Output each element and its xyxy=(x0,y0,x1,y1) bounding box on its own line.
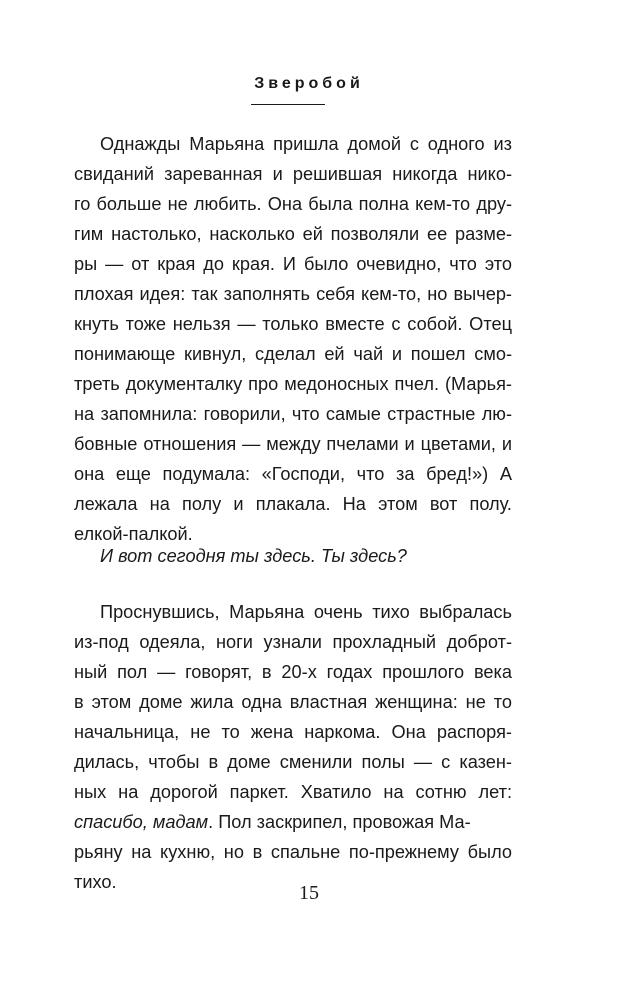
page-number: 15 xyxy=(299,882,319,904)
paragraph-3 xyxy=(74,597,512,897)
line-remainder: . Пол заскрипел, провожая Ма- xyxy=(208,812,471,832)
italic-phrase: спасибо, мадам xyxy=(74,812,209,832)
paragraph-line: понимающе кивнул, сделал ей чай и пошел смо- xyxy=(74,344,512,364)
paragraph-line: Проснувшись, Марьяна очень тихо выбралась xyxy=(100,602,512,622)
paragraph-line: из-под одеяла, ноги узнали прохладный доброт- xyxy=(74,632,512,652)
paragraph-line: на запомнила: говорили, что самые страстные лю- xyxy=(74,404,512,424)
paragraph-line: в этом доме жила одна властная женщина: не то xyxy=(74,692,512,712)
paragraph-line: ры — от края до края. И было очевидно, что это xyxy=(74,254,512,274)
paragraph-1 xyxy=(74,129,512,549)
paragraph-line: кнуть тоже нельзя — только вместе с собой. Отец xyxy=(74,314,512,334)
paragraph-line: ных на дорогой паркет. Хватило на сотню лет: xyxy=(74,782,512,802)
paragraph-line: она еще подумала: «Господи, что за бред!») А xyxy=(74,464,512,484)
italic-line: И вот сегодня ты здесь. Ты здесь? xyxy=(100,546,407,566)
paragraph-2-italic xyxy=(74,541,512,571)
chapter-title: Зверобой xyxy=(254,75,364,92)
paragraph-line: ный пол — говорят, в 20-х годах прошлого века xyxy=(74,662,512,682)
paragraph-line: лежала на полу и плакала. На этом вот полу. xyxy=(74,494,512,514)
paragraph-line: треть документалку про медоносных пчел. (Марья- xyxy=(74,374,512,394)
paragraph-line: бовные отношения — между пчелами и цветами, и xyxy=(74,434,512,454)
paragraph-line: Однажды Марьяна пришла домой с одного из xyxy=(100,134,512,154)
paragraph-line: плохая идея: так заполнять себя кем-то, но вычер- xyxy=(74,284,512,304)
mixed-style-line xyxy=(74,807,512,837)
paragraph-line: свиданий зареванная и решившая никогда нико- xyxy=(74,164,512,184)
paragraph-line: дилась, чтобы в доме сменили полы — с казен- xyxy=(74,752,512,772)
paragraph-line: гим настолько, насколько ей позволяли ее разме- xyxy=(74,224,512,244)
paragraph-line: го больше не любить. Она была полна кем-то дру- xyxy=(74,194,512,214)
title-underline xyxy=(251,104,325,105)
paragraph-line: начальница, не то жена наркома. Она распоря- xyxy=(74,722,512,742)
paragraph-line: рьяну на кухню, но в спальне по-прежнему было xyxy=(74,842,512,862)
paragraph-line: тихо. xyxy=(74,872,117,892)
paragraph-line: елкой-палкой. xyxy=(74,524,193,544)
